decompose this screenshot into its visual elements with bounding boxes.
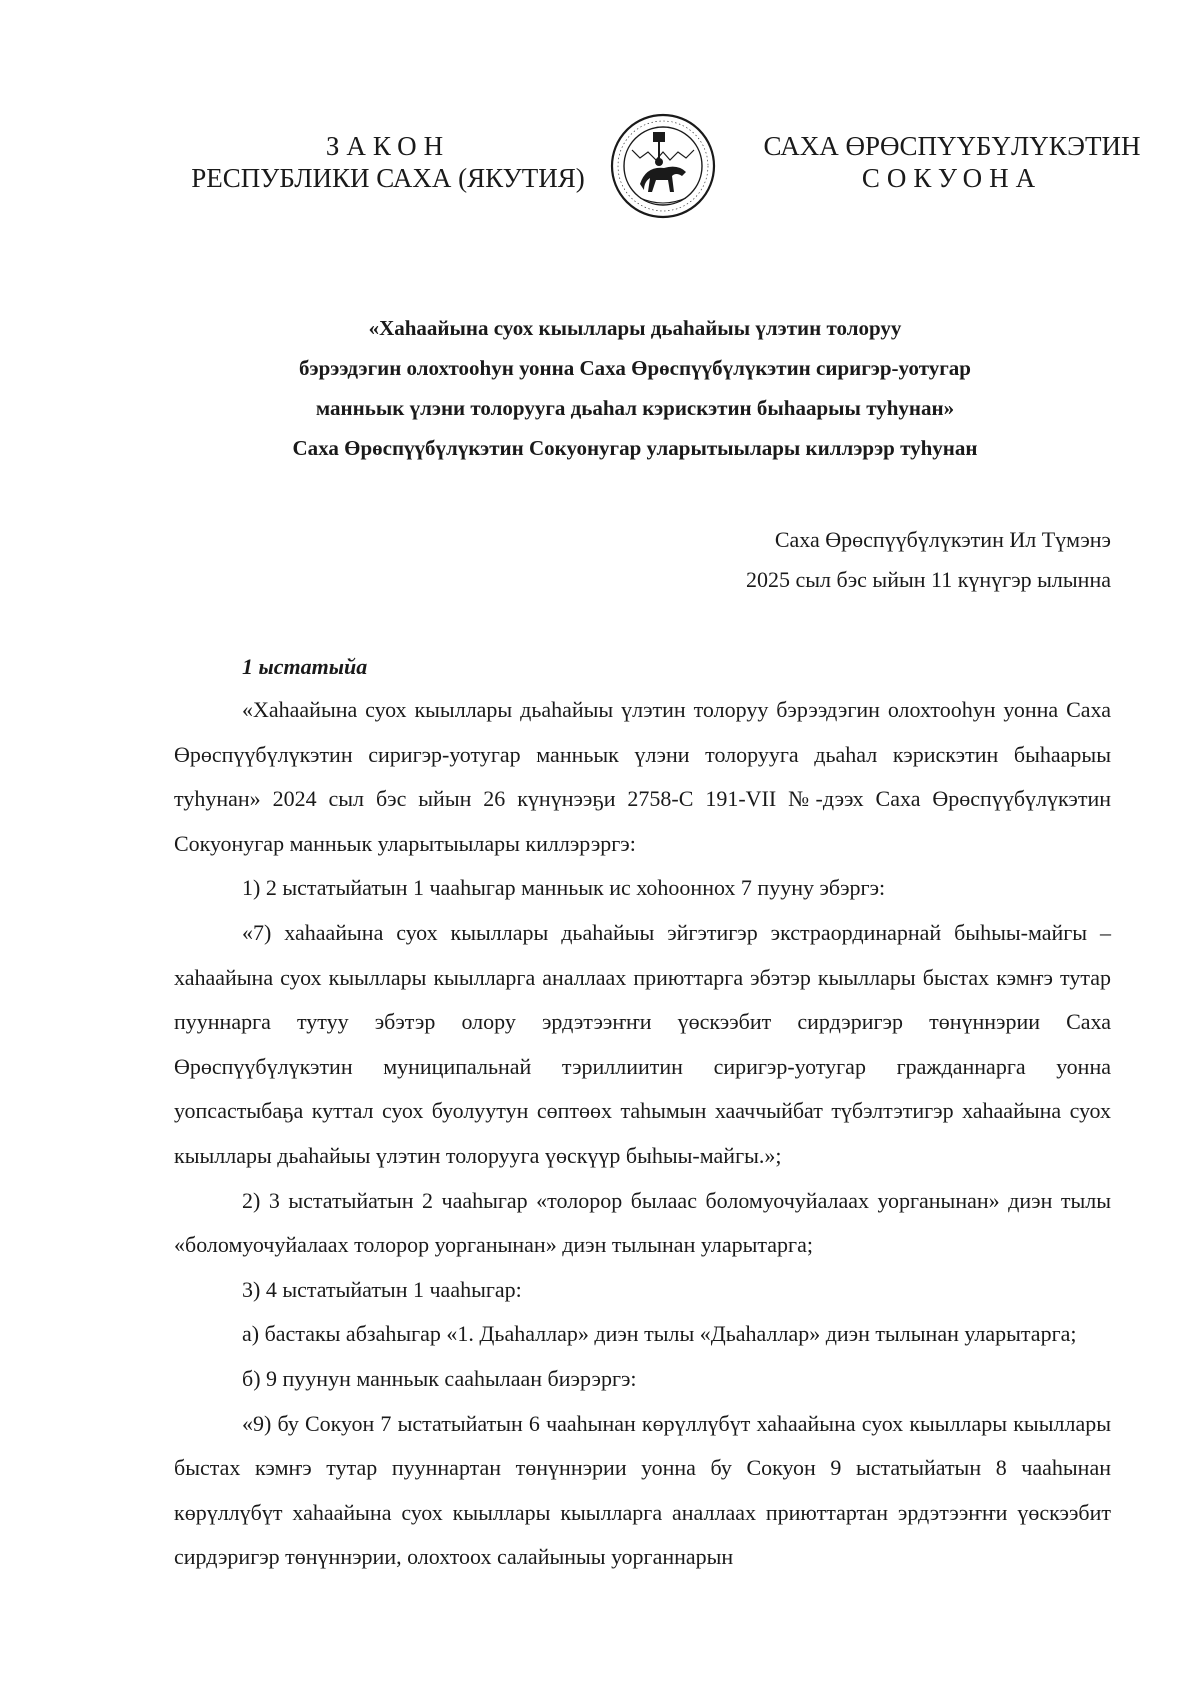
paragraph: 3) 4 ыстатыйатын 1 чааһыгар: [242,1276,522,1302]
paragraph: 1) 2 ыстатыйатын 1 чааһыгар манньык ис хоһооннох 7 пууну эбэргэ: [242,875,886,901]
adoption-body: Саха Өрөспүүбүлүкэтин Ил Түмэнэ [774,527,1111,552]
law-title-line-1: «Хаһаайына суох кыыллары дьаһайыы үлэтин толоруу [368,316,902,340]
adoption-date: 2025 сыл бэс ыйын 11 күнүгэр ылынна [746,567,1111,592]
law-title-line-2: бэрээдэгин олохтооһун уонна Саха Өрөспүүбүлүкэтин сиригэр-уотугар [299,356,971,380]
header-left [188,130,588,194]
paragraph: «9) бу Сокуон 7 ыстатыйатын 6 чааһынан көрүллүбүт хаһаайына суох кыыллары кыыллары быстах кэмҥэ тутар пууннартан төнүннэрии уонна бу Сокуон 9 ыстатыйатын 8 чааһынан көрүллүбүт хаһаайына суох кыыллары кыылларга аналлаах приюттартан эрдэтээҥҥи үөскээбит сирдэригэр төнүннэрии, олохтоох салайыныы уорганнарын [174,1410,1111,1570]
paragraph: а) бастакы абзаһыгар «1. Дьаһаллар» диэн тылы «Дьаһаллар» диэн тылынан уларытарга; [242,1321,1077,1347]
header-right [752,130,1152,194]
paragraph: 2) 3 ыстатыйатын 2 чааһыгар «толорор былаас боломуочуйалаах уорганынан» диэн тылы «боломуочуйалаах толорор уорганынан» диэн тылынан уларытарга; [174,1187,1111,1258]
adoption-block [746,520,1111,600]
paragraph: б) 9 пуунун манньык сааһылаан биэрэргэ: [242,1365,637,1391]
header-right-title: САХА ӨРӨСПҮҮБҮЛҮКЭТИН [763,131,1141,161]
header-left-title: ЗАКОН [325,131,451,161]
article-heading: 1 ыстатыйа [242,654,368,679]
sakha-coat-of-arms-icon [610,112,716,220]
paragraph: «Хаһаайына суох кыыллары дьаһайыы үлэтин толоруу бэрээдэгин олохтооһун уонна Саха Өрөспүүбүлүкэтин сиригэр-уотугар манньык үлэни толорууга дьаһал кэрискэтин быһаарыы туһунан» 2024 сыл бэс ыйын 26 күнүнээҕи 2758-С 191-VII №-дээх Саха Өрөспүүбүлүкэтин Сокуонугар манньык уларытыылары киллэрэргэ: [174,697,1111,856]
paragraph: «7) хаһаайына суох кыыллары дьаһайыы эйгэтигэр экстраординарнай быһыы-майгы – хаһаайына суох кыыллары кыылларга аналлаах приюттарга эбэтэр кыыллары быстах кэмҥэ тутар пууннарга тутуу эбэтэр олору эрдэтээҥҥи үөскээбит сирдэригэр төнүннэрии Саха Өрөспүүбүлүкэтин муниципальнай тэриллиитин сиригэр-уотугар гражданнарга уонна уопсастыбаҕа куттал суох буолуутун сөптөөх таһымын хааччыйбат түбэлтэтигэр хаһаайына суох кыыллары дьаһайыы үлэтин толорууга үөскүүр быһыы-майгы.»; [174,919,1111,1168]
header-left-subtitle: РЕСПУБЛИКИ САХА (ЯКУТИЯ) [191,163,585,193]
law-title [170,308,1100,468]
header-right-subtitle: СОКУОНА [861,163,1043,193]
law-title-line-3: манньык үлэни толорууга дьаһал кэрискэтин быһаарыы туһунан» [315,396,955,420]
law-title-line-4: Саха Өрөспүүбүлүкэтин Сокуонугар уларытыылары киллэрэр туһунан [292,436,978,460]
article-body [174,688,1111,1580]
